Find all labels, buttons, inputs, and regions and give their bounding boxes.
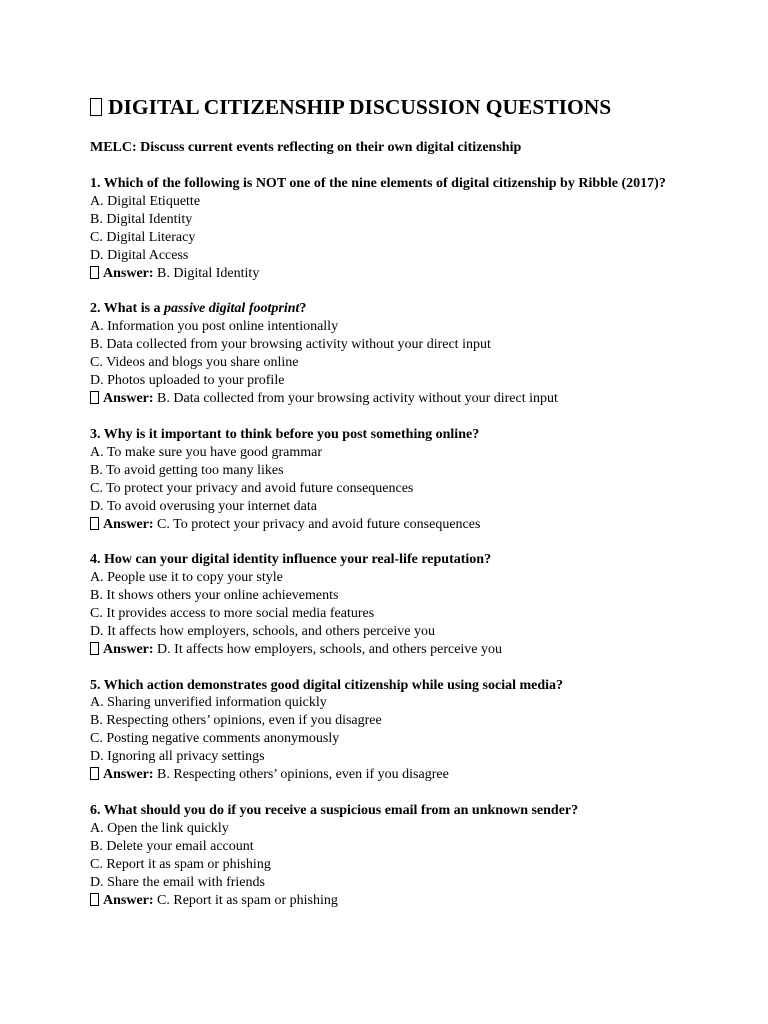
question-prompt: How can your digital identity influence your real-life reputation? bbox=[104, 552, 492, 568]
answer-value: B. Digital Identity bbox=[157, 265, 260, 281]
answer-line bbox=[90, 641, 690, 659]
missing-glyph-icon bbox=[90, 642, 99, 655]
answer-line bbox=[90, 516, 690, 534]
question-prompt: Which action demonstrates good digital citizenship while using social media? bbox=[103, 677, 564, 693]
option-d: D. Photos uploaded to your profile bbox=[90, 373, 285, 389]
option-a: A. Information you post online intentionally bbox=[90, 319, 339, 335]
question-number: 3. bbox=[90, 426, 101, 442]
option-c: C. Posting negative comments anonymously bbox=[90, 731, 340, 747]
page-title bbox=[90, 94, 690, 120]
question-prompt-emphasis: passive digital footprint bbox=[164, 301, 300, 317]
question-5 bbox=[90, 677, 690, 785]
question-2-text bbox=[90, 300, 690, 318]
question-number: 2. bbox=[90, 301, 101, 317]
option-b: B. Data collected from your browsing activity without your direct input bbox=[90, 337, 491, 353]
option-d: D. To avoid overusing your internet data bbox=[90, 498, 317, 514]
answer-value: B. Data collected from your browsing activity without your direct input bbox=[157, 391, 558, 407]
question-5-text bbox=[90, 677, 690, 695]
question-number: 6. bbox=[90, 802, 101, 818]
question-prompt-start: What is a bbox=[103, 301, 165, 317]
option-c: C. Videos and blogs you share online bbox=[90, 355, 299, 371]
option-c: C. Digital Literacy bbox=[90, 229, 196, 245]
option-a: A. Open the link quickly bbox=[90, 820, 229, 836]
question-2 bbox=[90, 300, 690, 408]
option-b: B. Delete your email account bbox=[90, 838, 254, 854]
missing-glyph-icon bbox=[90, 517, 99, 530]
answer-label: Answer: bbox=[103, 391, 154, 407]
option-a: A. People use it to copy your style bbox=[90, 569, 283, 585]
missing-glyph-icon bbox=[90, 391, 99, 404]
answer-line bbox=[90, 390, 690, 408]
missing-glyph-icon bbox=[90, 767, 99, 780]
question-prompt: What should you do if you receive a suspicious email from an unknown sender? bbox=[103, 802, 579, 818]
answer-line bbox=[90, 892, 690, 910]
missing-glyph-icon bbox=[90, 893, 99, 906]
option-b: B. It shows others your online achievements bbox=[90, 587, 339, 603]
question-1-text bbox=[90, 175, 690, 193]
page-title-text: DIGITAL CITIZENSHIP DISCUSSION QUESTIONS bbox=[108, 95, 612, 119]
option-b: B. To avoid getting too many likes bbox=[90, 462, 284, 478]
question-4 bbox=[90, 551, 690, 659]
option-c: C. Report it as spam or phishing bbox=[90, 856, 271, 872]
question-3-text bbox=[90, 426, 690, 444]
option-d: D. It affects how employers, schools, and others perceive you bbox=[90, 623, 435, 639]
option-d: D. Share the email with friends bbox=[90, 874, 265, 890]
answer-value: C. Report it as spam or phishing bbox=[157, 892, 338, 908]
question-4-text bbox=[90, 551, 690, 569]
answer-value: C. To protect your privacy and avoid future consequences bbox=[157, 516, 481, 532]
question-6-text bbox=[90, 802, 690, 820]
answer-label: Answer: bbox=[103, 892, 154, 908]
option-a: A. To make sure you have good grammar bbox=[90, 444, 323, 460]
answer-label: Answer: bbox=[103, 516, 154, 532]
question-1 bbox=[90, 175, 690, 283]
question-prompt: Why is it important to think before you post something online? bbox=[103, 426, 480, 442]
melc-statement: MELC: Discuss current events reflecting on their own digital citizenship bbox=[90, 140, 522, 155]
answer-line bbox=[90, 265, 690, 283]
option-d: D. Digital Access bbox=[90, 247, 189, 263]
answer-label: Answer: bbox=[103, 265, 154, 281]
option-b: B. Respecting others’ opinions, even if you disagree bbox=[90, 713, 382, 729]
missing-glyph-icon bbox=[90, 98, 102, 116]
option-c: C. It provides access to more social media features bbox=[90, 605, 375, 621]
question-3 bbox=[90, 426, 690, 534]
question-number: 4. bbox=[90, 552, 101, 568]
option-a: A. Sharing unverified information quickly bbox=[90, 695, 327, 711]
question-6 bbox=[90, 802, 690, 910]
missing-glyph-icon bbox=[90, 266, 99, 279]
answer-value: B. Respecting others’ opinions, even if you disagree bbox=[157, 767, 449, 783]
answer-label: Answer: bbox=[103, 641, 154, 657]
question-number: 1. bbox=[90, 176, 101, 191]
answer-value: D. It affects how employers, schools, and others perceive you bbox=[157, 641, 503, 657]
option-d: D. Ignoring all privacy settings bbox=[90, 749, 265, 765]
answer-line bbox=[90, 766, 690, 784]
answer-label: Answer: bbox=[103, 767, 154, 783]
question-prompt-end: ? bbox=[299, 301, 307, 317]
question-number: 5. bbox=[90, 677, 101, 693]
option-c: C. To protect your privacy and avoid future consequences bbox=[90, 480, 414, 496]
question-prompt: Which of the following is NOT one of the nine elements of digital citizenship by Ribble (2017)? bbox=[103, 176, 666, 191]
option-a: A. Digital Etiquette bbox=[90, 193, 201, 209]
document-page bbox=[90, 94, 690, 910]
option-b: B. Digital Identity bbox=[90, 211, 193, 227]
